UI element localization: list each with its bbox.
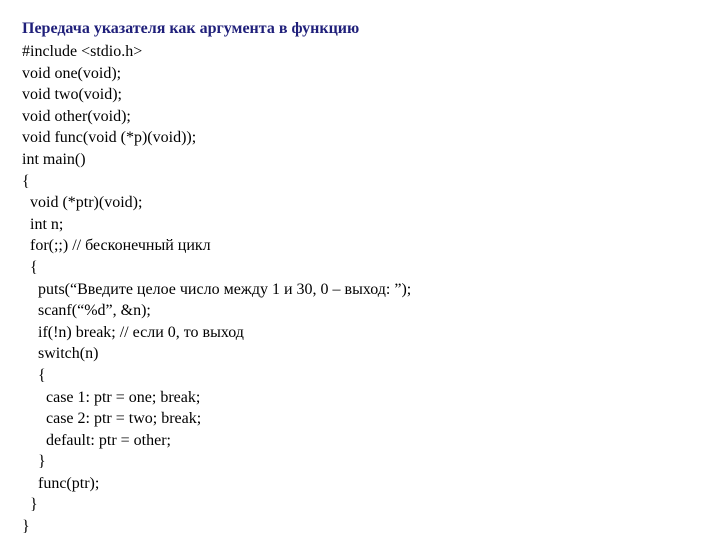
code-line: puts(“Введите целое число между 1 и 30, 0 – выход: ”); <box>22 280 412 298</box>
code-line: default: ptr = other; <box>22 431 171 449</box>
code-line: #include <stdio.h> <box>22 43 143 60</box>
code-line: void other(void); <box>22 107 131 125</box>
code-line: } <box>22 453 46 471</box>
code-line: int main() <box>22 150 86 168</box>
code-line: for(;;) // бесконечный цикл <box>22 237 211 255</box>
slide-title: Передача указателя как аргумента в функцию <box>22 20 360 37</box>
code-line: void two(void); <box>22 86 122 104</box>
code-line: case 1: ptr = one; break; <box>22 388 201 406</box>
code-block <box>22 41 411 538</box>
code-line: void (*ptr)(void); <box>22 194 143 212</box>
code-line: { <box>22 172 30 190</box>
code-line: scanf(“%d”, &n); <box>22 302 151 320</box>
code-line: if(!n) break; // если 0, то выход <box>22 323 244 341</box>
code-line: void func(void (*p)(void)); <box>22 129 197 147</box>
code-line: case 2: ptr = two; break; <box>22 410 202 428</box>
code-line: { <box>22 366 46 384</box>
code-line: void one(void); <box>22 64 122 82</box>
code-line: } <box>22 518 30 536</box>
code-line: func(ptr); <box>22 474 100 492</box>
code-line: int n; <box>22 215 64 233</box>
code-line: switch(n) <box>22 345 99 363</box>
code-line: { <box>22 258 38 276</box>
code-line: } <box>22 496 38 514</box>
